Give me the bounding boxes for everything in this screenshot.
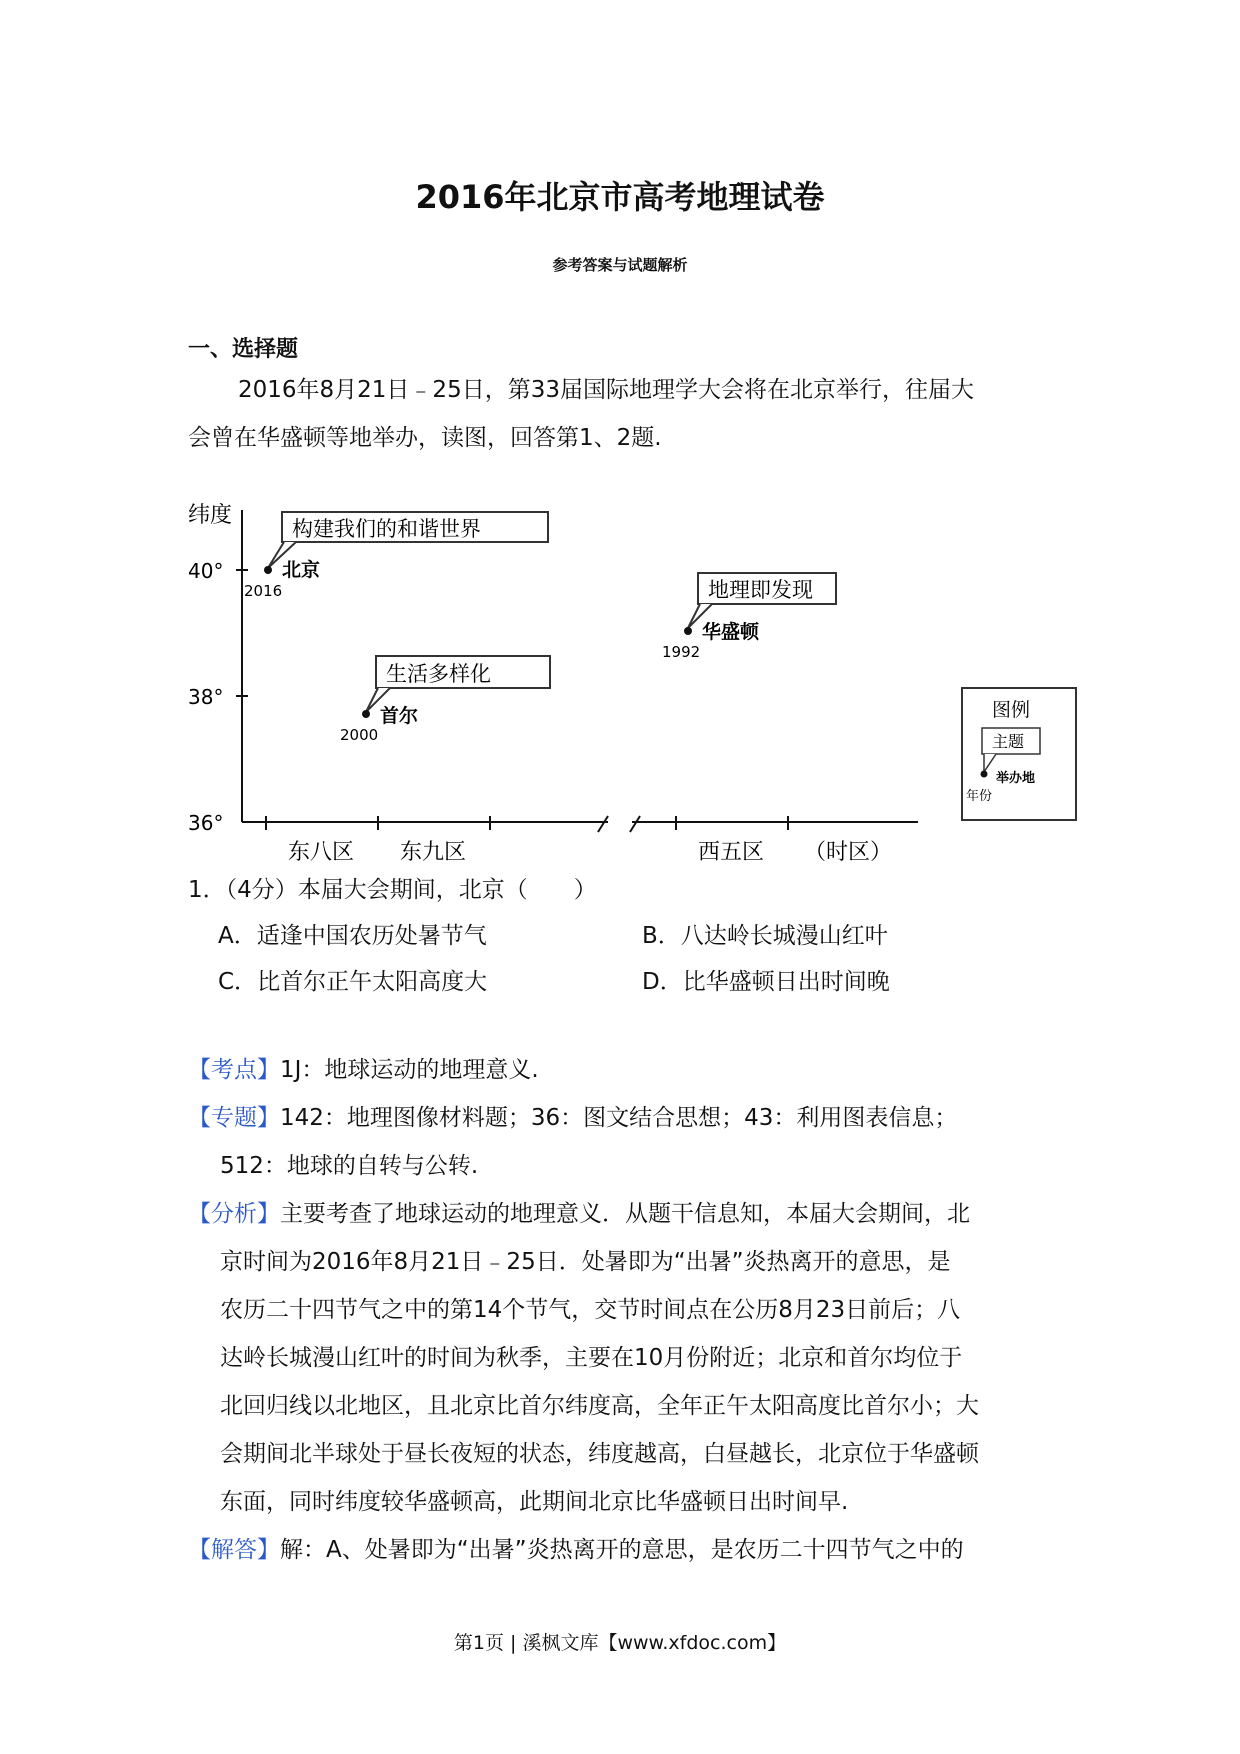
option-key: C．	[218, 969, 258, 995]
y-tick-label-40: 40°	[188, 559, 224, 583]
jieda-text: 解：A、处暑即为“出暑”炎热离开的意思，是农历二十四节气之中的	[280, 1537, 964, 1563]
option-key: A．	[218, 923, 257, 949]
option-b	[642, 912, 888, 960]
zhuanti-text: 142：地理图像材料题；36：图文结合思想；43：利用图表信息；	[280, 1105, 958, 1131]
option-key: B．	[642, 923, 681, 949]
city-beijing: 北京	[282, 559, 321, 581]
intro-line-1: 2016年8月21日﹣25日，第33届国际地理学大会将在北京举行，往届大	[238, 377, 974, 403]
fenxi-line-2: 京时间为2016年8月21日﹣25日．处暑即为“出暑”炎热离开的意思，是	[220, 1249, 951, 1275]
point-beijing	[264, 566, 272, 574]
conference-chart	[180, 470, 1080, 870]
y-tick-label-38: 38°	[188, 685, 224, 709]
option-key: D．	[642, 969, 683, 995]
legend-theme: 主题	[992, 732, 1025, 751]
x-tick-label-east9: 东九区	[400, 840, 467, 865]
kaodian-tag: 【考点】	[188, 1057, 280, 1083]
y-tick-label-36: 36°	[188, 811, 224, 835]
x-axis-unit: （时区）	[804, 840, 893, 865]
option-d	[642, 958, 890, 1006]
point-washington	[684, 627, 692, 635]
option-a	[218, 912, 487, 960]
fenxi-line-4: 达岭长城漫山红叶的时间为秋季，主要在10月份附近；北京和首尔均位于	[220, 1345, 963, 1371]
theme-seoul: 生活多样化	[386, 662, 491, 686]
x-tick-label-east8: 东八区	[288, 840, 355, 865]
x-tick-label-west5: 西五区	[698, 840, 765, 865]
year-washington: 1992	[662, 643, 701, 661]
fenxi-line-3: 农历二十四节气之中的第14个节气，交节时间点在公历8月23日前后；八	[220, 1297, 961, 1323]
kaodian-line	[188, 1046, 539, 1094]
option-text: 适逢中国农历处暑节气	[256, 923, 487, 949]
theme-beijing: 构建我们的和谐世界	[292, 517, 481, 541]
legend-place: 举办地	[996, 771, 1036, 786]
option-c	[218, 958, 487, 1006]
fenxi-tag: 【分析】	[188, 1201, 280, 1227]
zhuanti-line-2: 512：地球的自转与公转.	[220, 1153, 479, 1179]
year-beijing: 2016	[244, 582, 283, 600]
zhuanti-tag: 【专题】	[188, 1105, 280, 1131]
fenxi-line-5: 北回归线以北地区，且北京比首尔纬度高，全年正午太阳高度比首尔小；大	[220, 1393, 979, 1419]
page-title: 2016年北京市高考地理试卷	[415, 178, 825, 216]
city-seoul: 首尔	[380, 705, 419, 727]
jieda-line	[188, 1526, 964, 1574]
legend-point	[981, 771, 988, 778]
kaodian-text: 1J：地球运动的地理意义.	[280, 1057, 539, 1083]
city-washington: 华盛顿	[702, 621, 760, 643]
page-footer: 第1页 | 溪枫文库【www.xfdoc.com】	[453, 1632, 787, 1654]
fenxi-line-7: 东面，同时纬度较华盛顿高，此期间北京比华盛顿日出时间早.	[220, 1489, 849, 1515]
theme-washington: 地理即发现	[708, 578, 813, 602]
fenxi-text: 主要考查了地球运动的地理意义．从题干信息知，本届大会期间，北	[280, 1201, 970, 1227]
jieda-tag: 【解答】	[188, 1537, 280, 1563]
point-seoul	[362, 710, 370, 718]
zhuanti-line-1	[188, 1094, 957, 1142]
axis-break-2	[630, 816, 640, 832]
page-subtitle: 参考答案与试题解析	[552, 256, 688, 274]
legend-title: 图例	[992, 699, 1031, 721]
option-text: 比华盛顿日出时间晚	[682, 969, 890, 995]
section-heading: 一、选择题	[188, 337, 299, 362]
intro-line-2: 会曾在华盛顿等地举办，读图，回答第1、2题.	[188, 425, 662, 451]
option-text: 八达岭长城漫山红叶	[680, 923, 888, 949]
question-stem: 1．（4分）本届大会期间，北京（ ）	[188, 877, 597, 903]
fenxi-line-1	[188, 1190, 970, 1238]
axis-break-1	[598, 816, 608, 832]
year-seoul: 2000	[340, 726, 379, 744]
legend-year: 年份	[966, 789, 993, 804]
fenxi-line-6: 会期间北半球处于昼长夜短的状态，纬度越高，白昼越长，北京位于华盛顿	[220, 1441, 979, 1467]
option-text: 比首尔正午太阳高度大	[257, 969, 488, 995]
y-axis-label: 纬度	[188, 503, 233, 528]
